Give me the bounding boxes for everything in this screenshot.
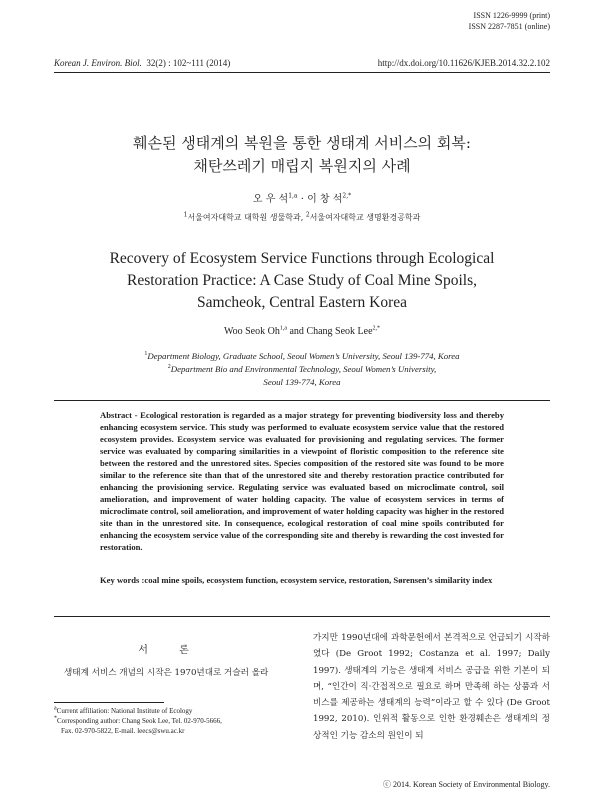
footnote-corresponding xyxy=(54,716,287,726)
korean-affil2: 서울여자대학교 생명환경공학과 xyxy=(309,213,421,222)
issn-print: ISSN 1226-9999 (print) xyxy=(473,11,550,20)
english-affil2-sup: 2 xyxy=(167,364,171,371)
english-author2-sup: 2,* xyxy=(372,325,381,332)
english-author1: Woo Seok Oh xyxy=(223,326,280,337)
footnote-divider xyxy=(54,702,164,703)
korean-author2: 이 창 석 xyxy=(307,194,343,205)
english-affil1-sup: 1 xyxy=(144,351,148,358)
korean-affil1-sup: 1 xyxy=(183,211,188,219)
footnote-corr-sup: * xyxy=(54,715,57,722)
footnotes xyxy=(54,706,287,736)
keywords-text: coal mine spoils, ecosystem function, ecosystem service, restoration, Sørensen’s similarity index xyxy=(144,575,493,585)
abstract-dash: - xyxy=(131,410,141,420)
journal-volume: 32(2) : 102~111 (2014) xyxy=(146,58,231,68)
english-affil1-line xyxy=(54,350,550,363)
introduction-heading: 서 론 xyxy=(138,645,203,656)
korean-affiliations xyxy=(54,212,550,223)
korean-title-line2: 채탄쓰레기 매립지 복원지의 사례 xyxy=(193,157,411,175)
english-affil2-line xyxy=(54,363,550,376)
english-author2: Chang Seok Lee xyxy=(306,326,373,337)
korean-affil2-sup: 2 xyxy=(305,211,310,219)
keywords-label: Key words : xyxy=(100,575,145,585)
issn-online: ISSN 2287-7851 (online) xyxy=(468,22,550,31)
footnote-corr-line2: Fax. 02-970-5822, E-mail. leecs@swu.ac.kr xyxy=(61,727,185,735)
korean-title-line1: 훼손된 생태계의 복원을 통한 생태계 서비스의 회복: xyxy=(133,134,471,152)
english-author1-sup: 1,a xyxy=(279,325,287,332)
english-affil2a: Department Bio and Environmental Technology, Seoul Women’s University, xyxy=(170,364,437,374)
korean-author1-sup: 1,a xyxy=(288,192,298,200)
header-divider xyxy=(54,72,550,73)
english-title-line3: Samcheok, Central Eastern Korea xyxy=(196,294,408,311)
korean-author2-sup: 2,* xyxy=(342,192,352,200)
keywords xyxy=(100,574,504,586)
korean-author1: 오 우 석 xyxy=(252,194,289,205)
footnote-affil-text: Current affiliation: National Institute of Ecology xyxy=(56,707,193,715)
journal-citation xyxy=(54,58,230,68)
abstract-bottom-divider xyxy=(54,616,550,617)
english-affil2b: Seoul 139-774, Korea xyxy=(263,377,341,387)
doi-link[interactable]: http://dx.doi.org/10.11626/KJEB.2014.32.2.102 xyxy=(377,58,550,68)
journal-header xyxy=(54,58,550,72)
issn-block xyxy=(469,10,550,32)
english-affiliations xyxy=(54,350,550,389)
english-title-line1: Recovery of Ecosystem Service Functions through Ecological xyxy=(109,250,495,267)
english-author-and: and xyxy=(286,326,307,337)
abstract xyxy=(100,409,504,553)
introduction-right-paragraph: 가지만 1990년대에 과학문헌에서 본격적으로 언급되기 시작하였다 (De Groot 1992; Costanza et al. 1997; Daily 1997). 생태계의 기능은 생태계 서비스 공급을 위한 기본이 되며, “인간이 직·간접적으로 필요로 하며 만족해 하는 상품과 서비스를 제공하는 생태계의 능력”이라고 할 수 있다 (De Groot 1992, 2010). 인위적 활동으로 인한 환경훼손은 생태계의 정상적인 기능 감소의 원인이 되 xyxy=(313,633,550,741)
introduction-left-paragraph: 생태계 서비스 개념의 시작은 1970년대로 거슬러 올라 xyxy=(64,668,269,678)
english-title xyxy=(54,248,550,314)
journal-name: Korean J. Environ. Biol. xyxy=(54,58,142,68)
abstract-text: Ecological restoration is regarded as a major strategy for preventing biodiversity loss and thereby enhancing ecosystem service. This study was performed to evaluate ecosystem service value that the restored ecosystem provides. Ecosystem service was evaluated for provisioning and regulating services. The former service was evaluated by comparing similarities in a viewpoint of floristic composition to the reference site between the restored and the unrestored sites. Species composition of the restored site was found to be more similar to the reference site than that of the unrestored site and thereby restoration practice contributed for enhancing the provisioning service. Regulating service was evaluated based on microclimate control, soil amelioration, and improvement of water holding capacity. The value of ecosystem services in terms of microclimate control, soil amelioration, and improvement of water holding capacity was higher in the restored site than in the unrestored site. In consequence, ecological restoration of coal mine spoils contributed for enhancing the ecosystem service value of the corresponding site and thereby is rewarding the cost invested for restoration. xyxy=(100,410,504,552)
korean-title xyxy=(54,132,550,178)
copyright-notice: ⓒ 2014. Korean Society of Environmental Biology. xyxy=(382,780,550,789)
footnote-corr-line1: Corresponding author: Chang Seok Lee, Tel. 02-970-5666, xyxy=(57,717,222,725)
abstract-label: Abstract xyxy=(100,410,132,420)
english-authors xyxy=(54,326,550,337)
abstract-top-divider xyxy=(54,400,550,401)
korean-author-sep: · xyxy=(297,194,308,205)
korean-authors xyxy=(54,190,550,205)
korean-affil1: 서울여자대학교 대학원 생물학과, xyxy=(187,213,304,222)
footnote-affil-sup: a xyxy=(54,705,57,712)
english-affil1: Department Biology, Graduate School, Seoul Women’s University, Seoul 139-774, Korea xyxy=(147,351,460,361)
footnote-affiliation xyxy=(54,706,287,716)
english-title-line2: Restoration Practice: A Case Study of Coal Mine Spoils, xyxy=(126,272,477,289)
